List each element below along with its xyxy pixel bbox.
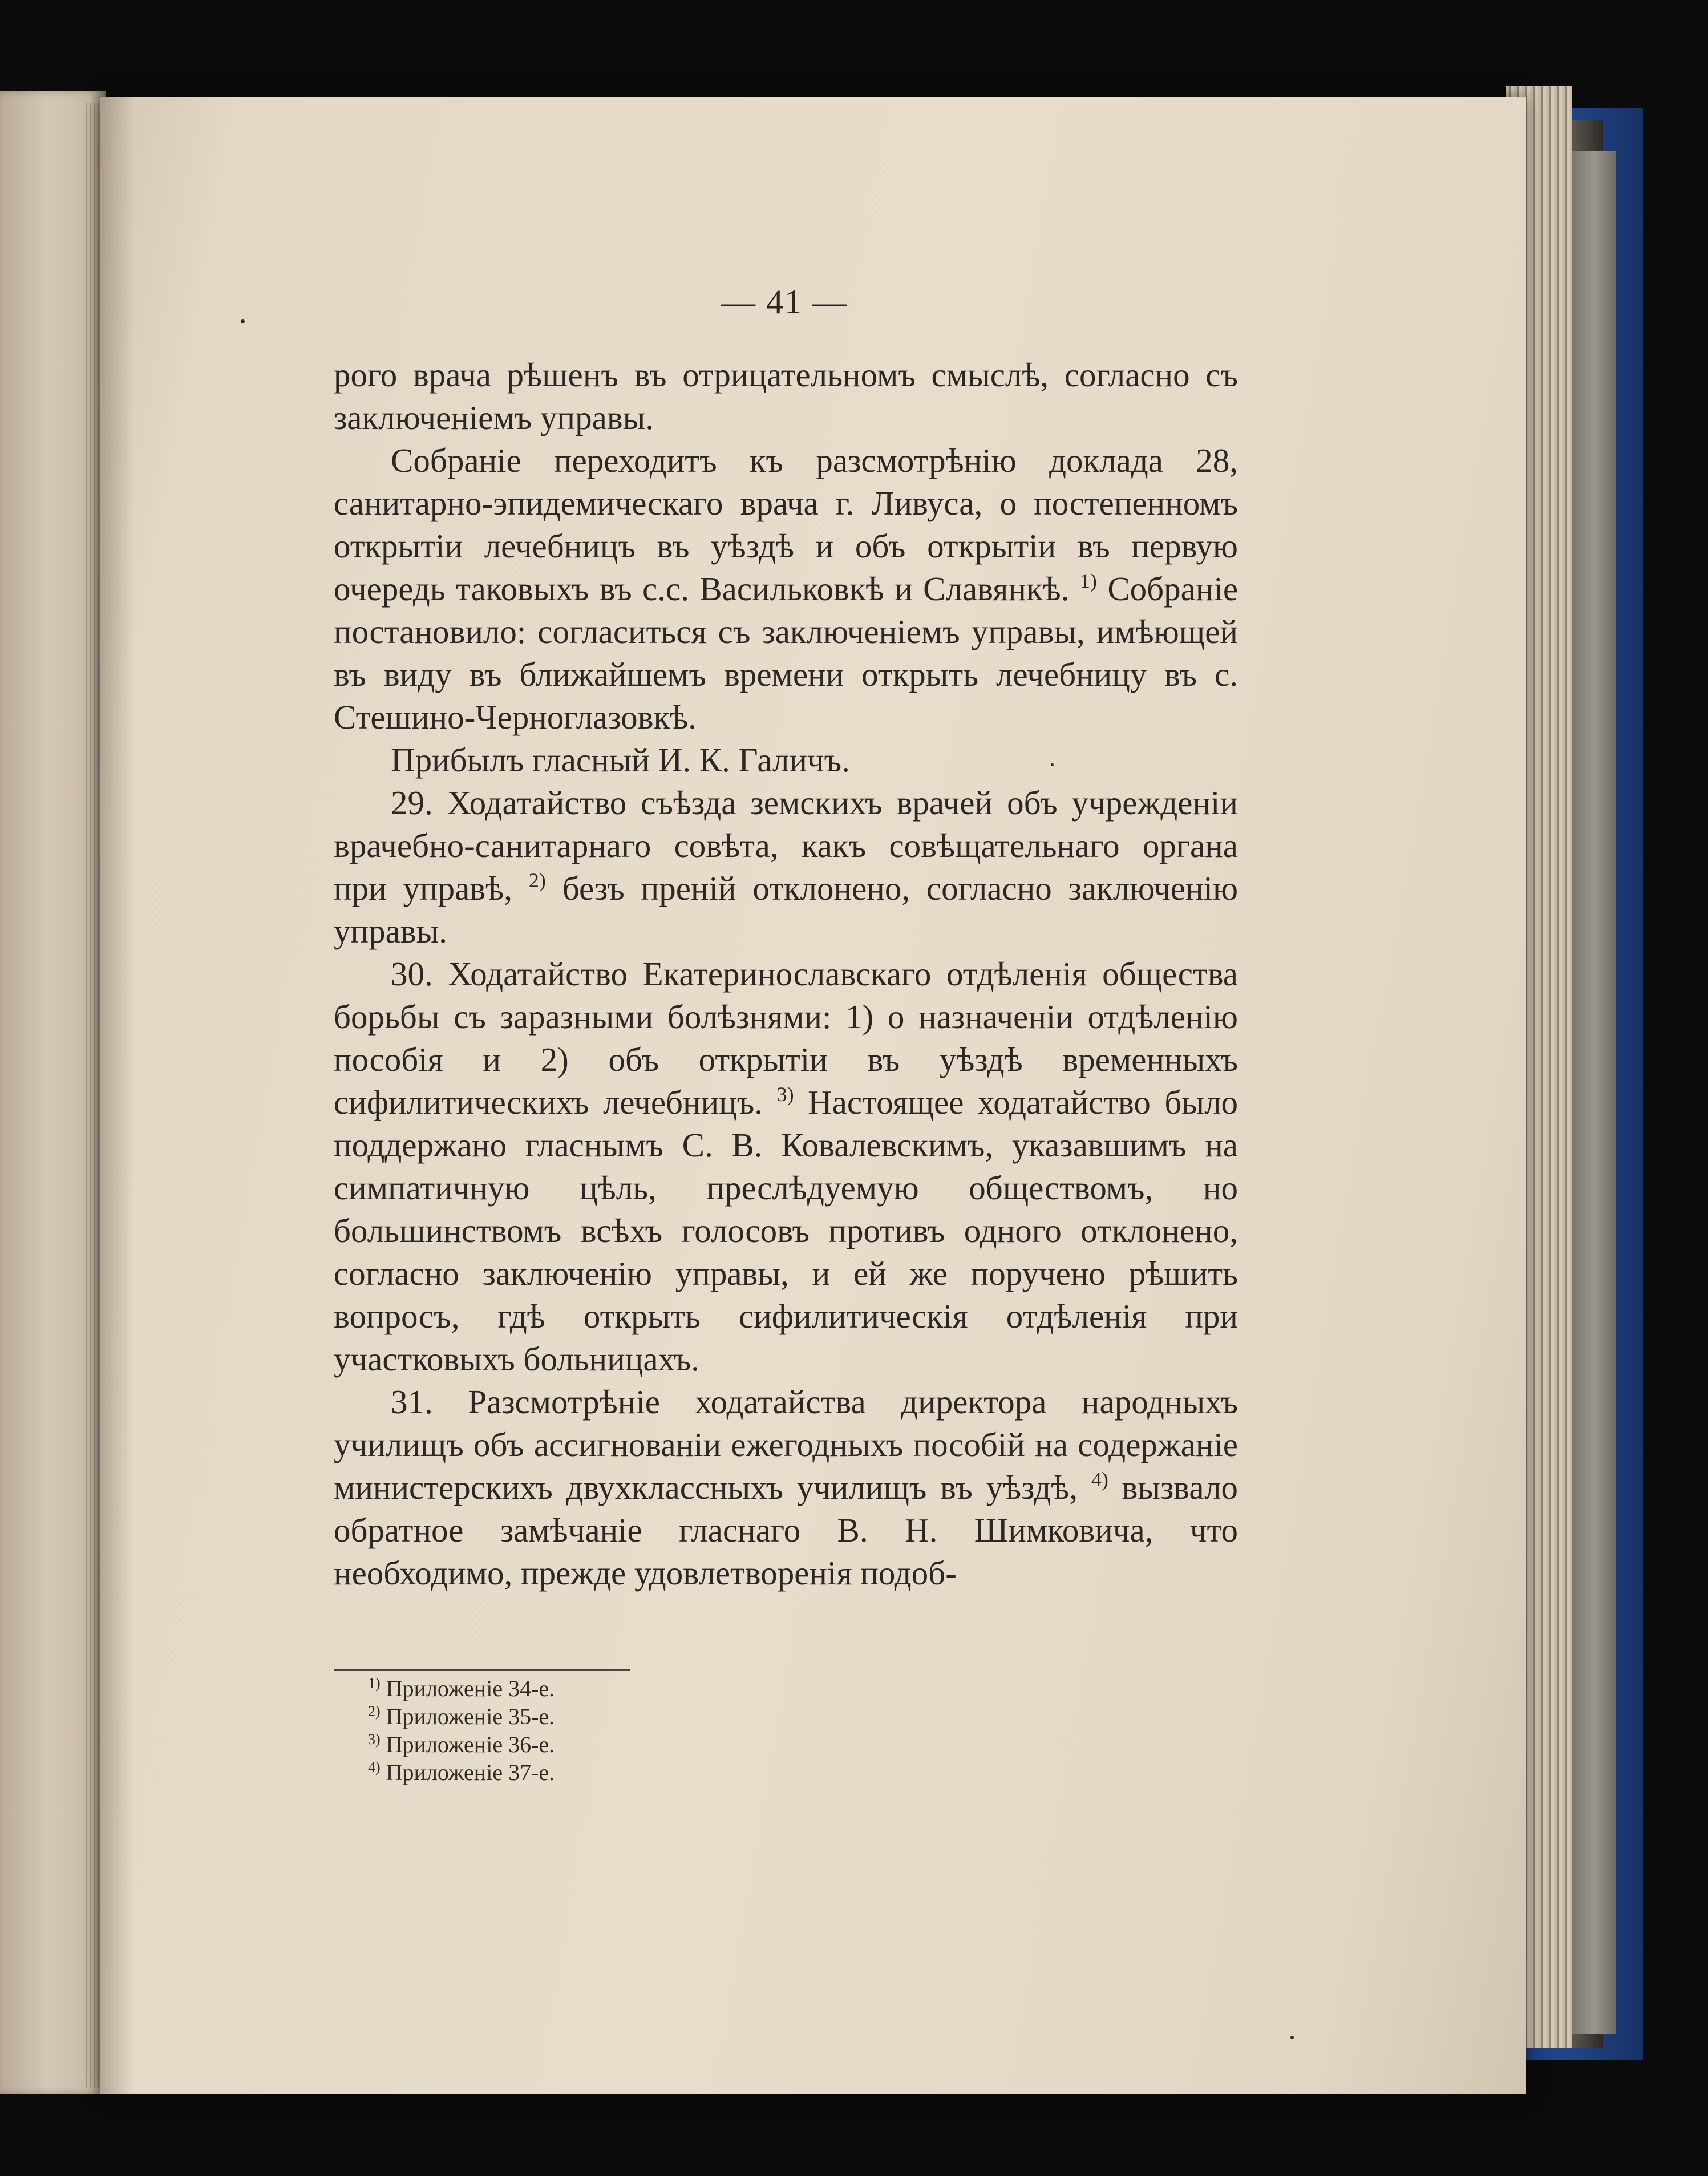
- footnote: [368, 1702, 767, 1730]
- footnote-mark: 1): [368, 1675, 381, 1692]
- paragraph-text: Настоящее ходатайство было поддержано гласнымъ С. В. Ковалевскимъ, указавшимъ на симпатичную цѣль, преслѣдуемую обществомъ, но большинствомъ всѣхъ голосовъ противъ одного отклонено, согласно заключенію управы, и ей же поручено рѣшить вопросъ, гдѣ открыть сифилитическія отдѣленія при участковыхъ больницахъ.: [334, 1083, 1238, 1378]
- footnote-mark: 4): [368, 1759, 381, 1775]
- paragraph-text: 29. Ходатайство съѣзда земскихъ врачей объ учрежденіи врачебно-санитарнаго совѣта, какъ совѣщательнаго органа при управѣ,: [334, 784, 1238, 907]
- footnote: [368, 1675, 767, 1702]
- footnote: [368, 1758, 767, 1786]
- footnote-mark: 2): [368, 1703, 381, 1720]
- paragraph: [334, 354, 1238, 439]
- footnote-reference: 3): [776, 1083, 794, 1106]
- footnote: [368, 1730, 767, 1758]
- paper-speck: [1290, 2036, 1294, 2039]
- footnote-text: Приложеніе 34-е.: [386, 1676, 555, 1701]
- paragraph-text: Собраніе постановило: согласиться съ заключеніемъ управы, имѣющей въ виду въ ближайшемъ времени открыть лечебницу въ с. Стешино-Черноглазовкѣ.: [334, 570, 1238, 736]
- paragraph: [334, 439, 1238, 739]
- paragraph: [334, 739, 1238, 782]
- paragraph: [334, 953, 1238, 1381]
- paper-speck: [241, 319, 245, 323]
- body-text: [334, 354, 1238, 1595]
- paragraph: [334, 782, 1238, 953]
- footnotes: [368, 1675, 767, 1786]
- footnote-mark: 3): [368, 1731, 381, 1748]
- paragraph-text: 31. Разсмотрѣніе ходатайства директора народныхъ училищъ объ ассигнованіи ежегодныхъ пособій на содержаніе министерскихъ двухклассныхъ училищъ въ уѣздѣ,: [334, 1383, 1238, 1506]
- paragraph-text: 30. Ходатайство Екатеринославскаго отдѣленія общества борьбы съ заразными болѣзнями: 1) о назначеніи отдѣленію пособія и 2) объ открытіи въ уѣздѣ временныхъ сифилитическихъ лечебницъ.: [334, 955, 1238, 1121]
- paragraph-text: рого врача рѣшенъ въ отрицательномъ смыслѣ, согласно съ заключеніемъ управы.: [334, 356, 1238, 436]
- gutter-shadow: [100, 97, 134, 2094]
- paragraph-text: вызвало обратное замѣчаніе гласнаго В. Н. Шимковича, что необходимо, прежде удовлетворенія подоб-: [334, 1469, 1238, 1592]
- page-number: — 41 —: [721, 283, 848, 321]
- paragraph-text: Прибылъ гласный И. К. Галичъ.: [391, 741, 850, 779]
- footnote-text: Приложеніе 35-е.: [386, 1704, 555, 1729]
- footnote-text: Приложеніе 36-е.: [386, 1732, 555, 1757]
- paragraph-text: безъ преній отклонено, согласно заключенію управы.: [334, 869, 1238, 950]
- paragraph-text: Собраніе переходитъ къ разсмотрѣнію доклада 28, санитарно-эпидемическаго врача г. Ливуса, о постепенномъ открытіи лечебницъ въ уѣздѣ и объ открытіи въ первую очередь таковыхъ въ с.с. Васильковкѣ и Славянкѣ.: [334, 442, 1238, 608]
- footnote-text: Приложеніе 37-е.: [386, 1760, 555, 1785]
- footnote-reference: 1): [1079, 569, 1097, 592]
- footnote-rule: [334, 1669, 630, 1671]
- endpaper-sheet: [1572, 151, 1616, 2034]
- paper-speck: [1051, 763, 1054, 766]
- footnote-reference: 2): [528, 869, 546, 892]
- footnote-reference: 4): [1091, 1468, 1108, 1491]
- paragraph: [334, 1381, 1238, 1595]
